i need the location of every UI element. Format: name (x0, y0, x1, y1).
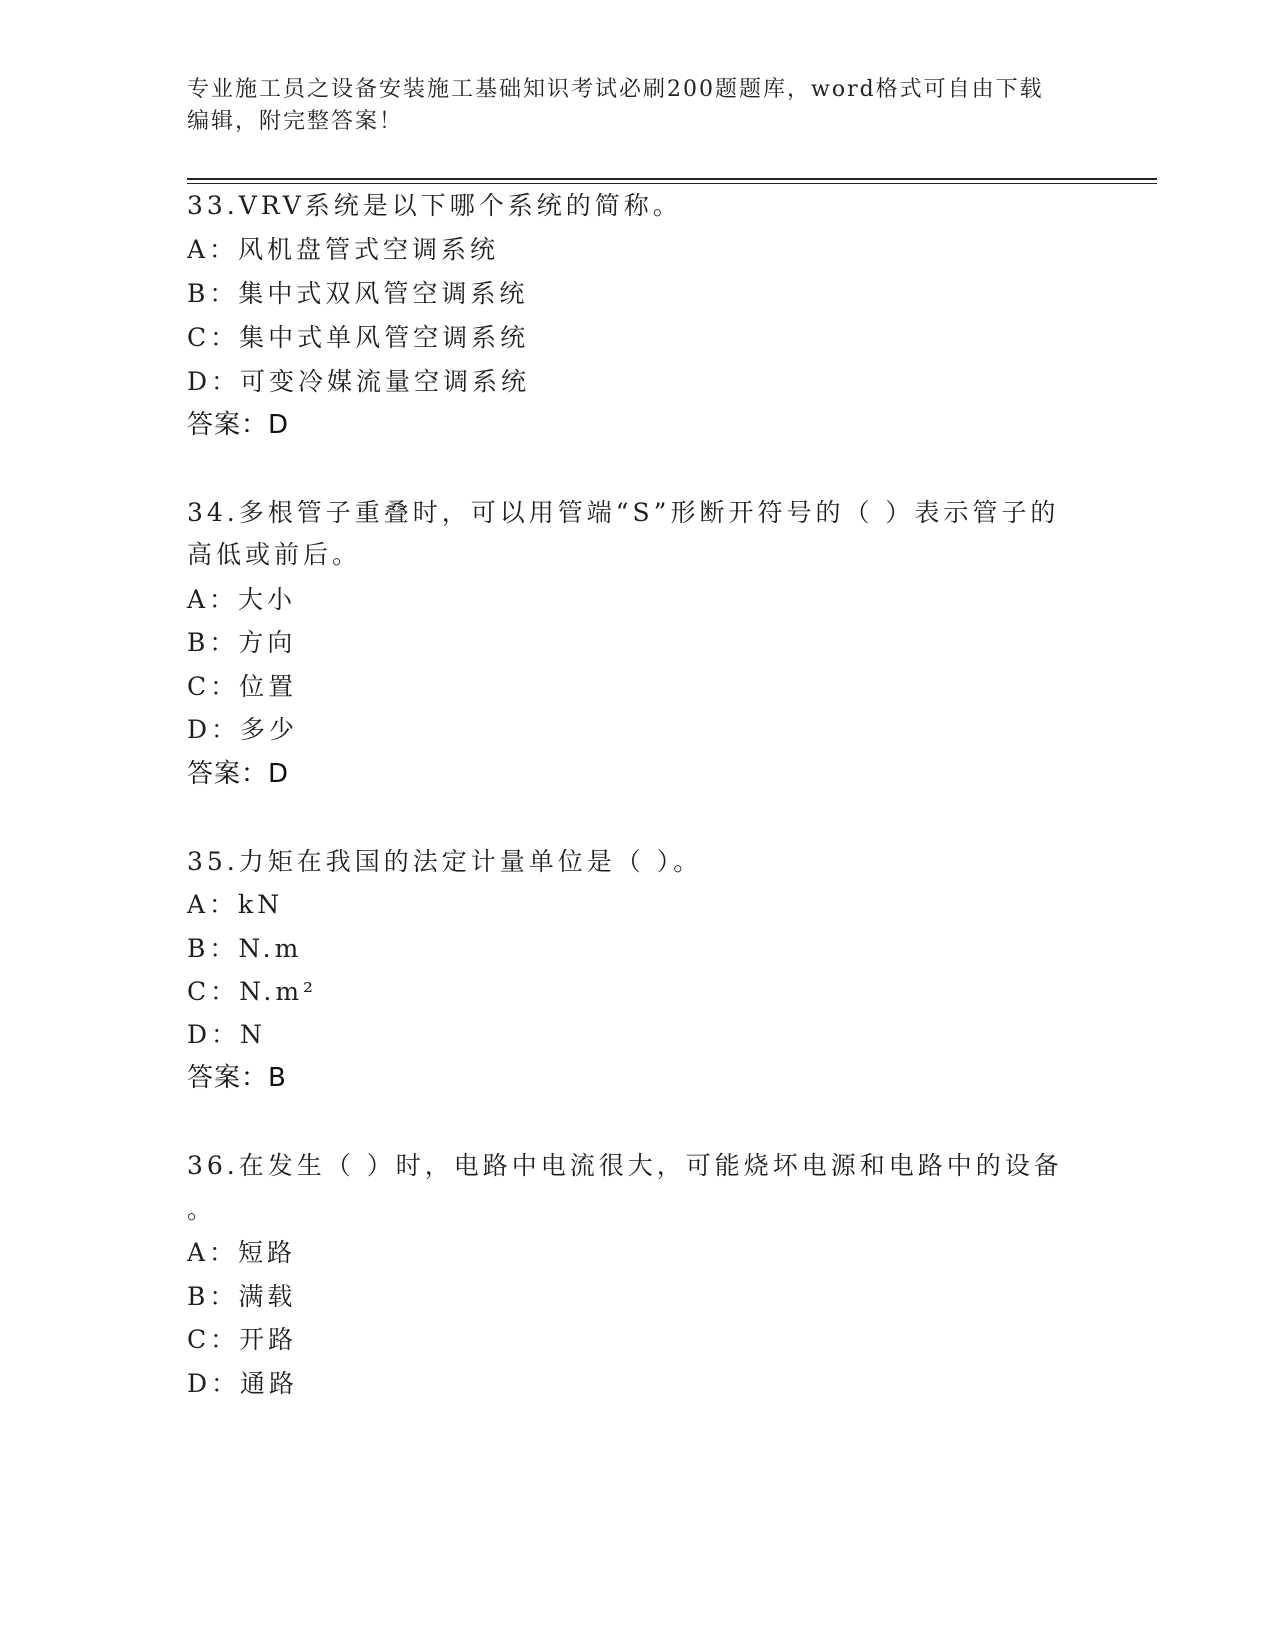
question-35-answer: 答案：B (187, 1063, 287, 1093)
question-35-stem: 35.力矩在我国的法定计量单位是（ ）。 (187, 847, 703, 876)
question-36-stem-continued: 。 (187, 1195, 217, 1224)
header-divider-thick (187, 178, 1157, 180)
question-35-option-b: B：N.m (187, 934, 303, 963)
question-36-option-b: B：满载 (187, 1282, 297, 1311)
question-34-stem-continued: 高低或前后。 (187, 540, 362, 569)
question-33-option-c: C：集中式单风管空调系统 (187, 323, 530, 352)
question-33-stem: 33.VRV系统是以下哪个系统的简称。 (187, 191, 682, 220)
header-title-line-1: 专业施工员之设备安装施工基础知识考试必刷200题题库，word格式可自由下载 (187, 77, 1044, 102)
question-35-option-a: A：kN (187, 890, 284, 919)
question-33-option-b: B：集中式双风管空调系统 (187, 279, 529, 308)
header-divider-thin (187, 183, 1157, 184)
question-36-option-d: D：通路 (187, 1369, 299, 1398)
question-34-option-a: A：大小 (187, 585, 297, 614)
question-34-option-b: B：方向 (187, 628, 297, 657)
question-34-answer: 答案：D (187, 759, 290, 789)
question-36-option-a: A：短路 (187, 1238, 297, 1267)
question-36-option-c: C：开路 (187, 1325, 298, 1354)
question-33-option-a: A：风机盘管式空调系统 (187, 235, 500, 264)
question-35-option-c: C：N.m² (187, 977, 318, 1006)
question-33-option-d: D：可变冷媒流量空调系统 (187, 367, 531, 396)
question-34-option-c: C：位置 (187, 672, 298, 701)
document-header (187, 74, 1087, 138)
question-35-option-d: D：N (187, 1020, 266, 1049)
question-34-option-d: D：多少 (187, 715, 299, 744)
question-36-stem: 36.在发生（ ）时，电路中电流很大，可能烧坏电源和电路中的设备 (187, 1151, 1063, 1180)
header-title-line-2: 编辑，附完整答案！ (187, 109, 404, 134)
question-33-answer: 答案：D (187, 410, 290, 440)
question-34-stem: 34.多根管子重叠时，可以用管端“S”形断开符号的（ ）表示管子的 (187, 498, 1060, 527)
